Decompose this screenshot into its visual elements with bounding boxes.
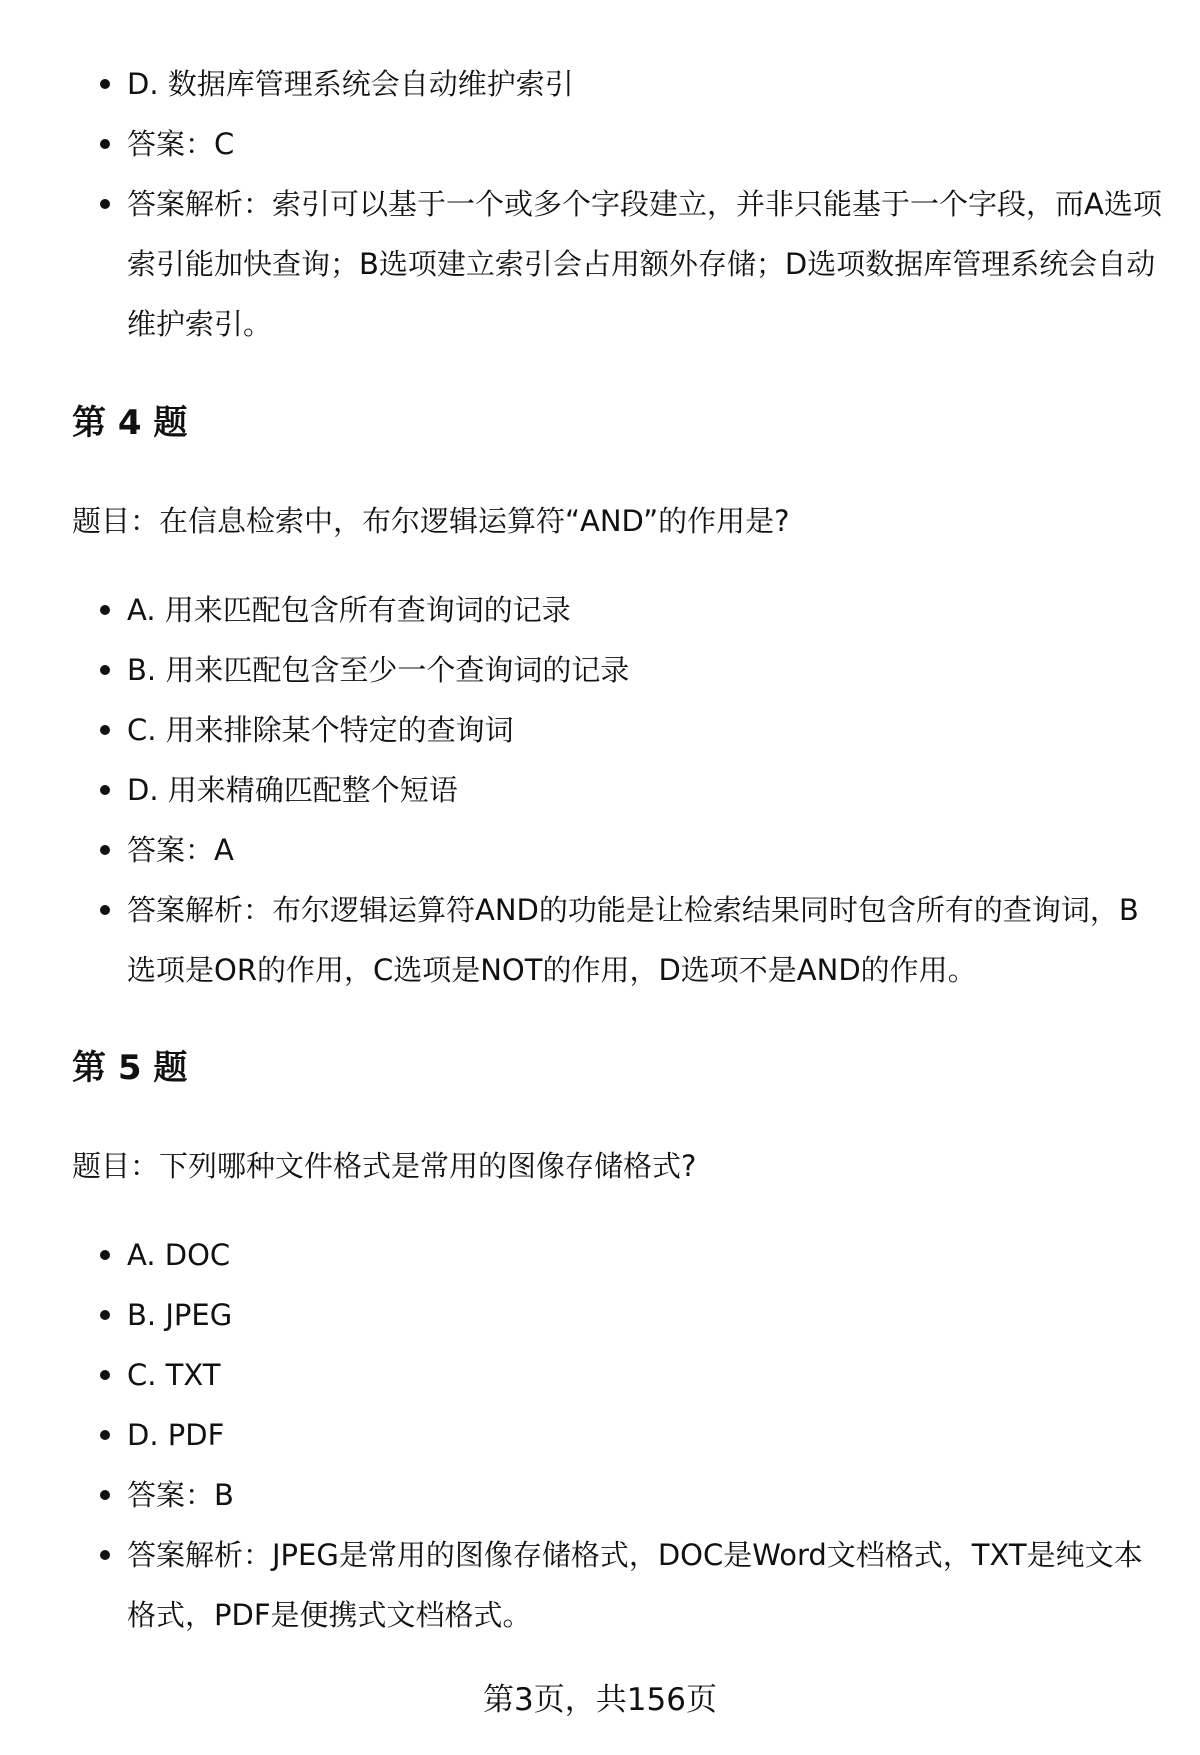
question-5-answer: 答案：B bbox=[127, 1465, 1167, 1525]
question-5-explanation: 答案解析：JPEG是常用的图像存储格式，DOC是Word文档格式，TXT是纯文本格式，PDF是便携式文档格式。 bbox=[127, 1525, 1167, 1645]
question-4-text: 题目：在信息检索中，布尔逻辑运算符“AND”的作用是? bbox=[72, 504, 790, 538]
question-4-explanation: 答案解析：布尔逻辑运算符AND的功能是让检索结果同时包含所有的查询词，B选项是OR的作用，C选项是NOT的作用，D选项不是AND的作用。 bbox=[127, 880, 1167, 1000]
question-4-option-c: C. 用来排除某个特定的查询词 bbox=[127, 700, 1167, 760]
page-number: 第3页，共156页 bbox=[483, 1682, 717, 1718]
question-4-option-a: A. 用来匹配包含所有查询词的记录 bbox=[127, 580, 1167, 640]
question-4-heading: 第 4 题 bbox=[72, 403, 188, 443]
explanation-prev: 答案解析：索引可以基于一个或多个字段建立，并非只能基于一个字段，而A选项索引能加快查询；B选项建立索引会占用额外存储；D选项数据库管理系统会自动维护索引。 bbox=[127, 174, 1167, 354]
question-4-answer: 答案：A bbox=[127, 820, 1167, 880]
question-5-heading: 第 5 题 bbox=[72, 1048, 188, 1088]
question-5-text: 题目：下列哪种文件格式是常用的图像存储格式? bbox=[72, 1149, 697, 1183]
question-5-option-a: A. DOC bbox=[127, 1225, 1167, 1285]
question-4-option-d: D. 用来精确匹配整个短语 bbox=[127, 760, 1167, 820]
question-5-option-d: D. PDF bbox=[127, 1405, 1167, 1465]
option-d-prev: D. 数据库管理系统会自动维护索引 bbox=[127, 54, 1167, 114]
answer-prev: 答案：C bbox=[127, 114, 1167, 174]
question-5-option-b: B. JPEG bbox=[127, 1285, 1167, 1345]
question-4-option-b: B. 用来匹配包含至少一个查询词的记录 bbox=[127, 640, 1167, 700]
question-5-option-c: C. TXT bbox=[127, 1345, 1167, 1405]
